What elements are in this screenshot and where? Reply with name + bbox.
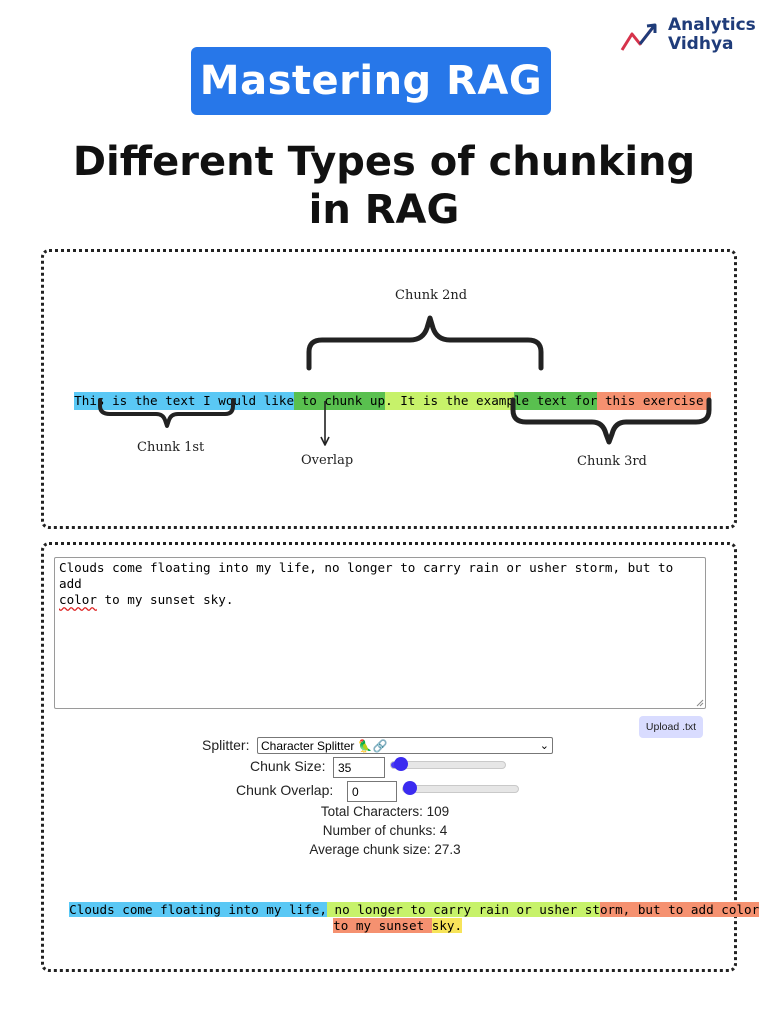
chunk3-label: Chunk 3rd (577, 454, 647, 469)
textarea-line-2-rest: to my sunset sky. (96, 592, 234, 607)
output-chunk-4: sky. (431, 918, 463, 933)
chunk-overlap-slider[interactable] (402, 785, 519, 793)
chunk-overlap-label: Chunk Overlap: (236, 782, 334, 798)
average-chunk-size-stat: Average chunk size: 27.3 (309, 842, 461, 857)
chunk1-brace (100, 400, 233, 426)
chunk3-brace (513, 400, 709, 442)
output-line-1 (54, 887, 760, 917)
textarea-line-2 (59, 592, 701, 608)
chunk-size-label: Chunk Size: (250, 758, 326, 774)
splitter-select[interactable] (257, 737, 553, 754)
spellcheck-word: color (59, 592, 97, 607)
chunk2-brace (309, 318, 541, 368)
textarea-line-1: Clouds come floating into my life, no longer to carry rain or usher storm, but to add (59, 560, 674, 591)
segment-chunk3: this exercise. (597, 393, 712, 408)
chunk1-label: Chunk 1st (137, 440, 205, 455)
chunk-overlap-slider-thumb[interactable] (403, 781, 417, 795)
output-chunk-1: Clouds come floating into my life, (69, 902, 327, 917)
title-line-2: in RAG (308, 187, 460, 233)
segment-chunk2: . It is the examp (385, 393, 514, 408)
title-line-1: Different Types of chunking (72, 139, 696, 185)
output-chunk-2: no longer to carry rain or usher st (326, 902, 600, 917)
chunk-size-slider-thumb[interactable] (394, 757, 408, 771)
chunk-size-slider[interactable] (390, 761, 506, 769)
chunk-size-input[interactable]: 35 (333, 757, 385, 778)
resize-handle-icon[interactable] (696, 699, 704, 707)
output-chunk-3-continued: to my sunset (333, 918, 432, 933)
segment-overlap-1: to chunk up (294, 393, 386, 408)
brand-line-1: Analytics (668, 15, 756, 35)
total-characters-stat: Total Characters: 109 (320, 804, 450, 819)
overlap-label: Overlap (301, 453, 354, 468)
input-textarea[interactable] (54, 557, 706, 709)
upload-txt-button[interactable]: Upload .txt (639, 716, 703, 738)
chevron-down-icon: ⌄ (539, 740, 549, 752)
splitter-label: Splitter: (202, 737, 250, 753)
badge-text: Mastering RAG (199, 58, 543, 104)
output-line-2 (318, 903, 463, 933)
brand-line-2: Vidhya (668, 34, 734, 54)
output-chunk-3: orm, but to add color (599, 902, 760, 917)
segment-chunk1: This is the text I would like (74, 393, 295, 408)
splitter-value: Character Splitter 🦜🔗 (261, 739, 388, 753)
chunk2-label: Chunk 2nd (395, 288, 468, 303)
segment-overlap-2: le text for (513, 393, 598, 408)
number-of-chunks-stat: Number of chunks: 4 (322, 823, 448, 838)
chunk-overlap-input[interactable]: 0 (347, 781, 397, 802)
